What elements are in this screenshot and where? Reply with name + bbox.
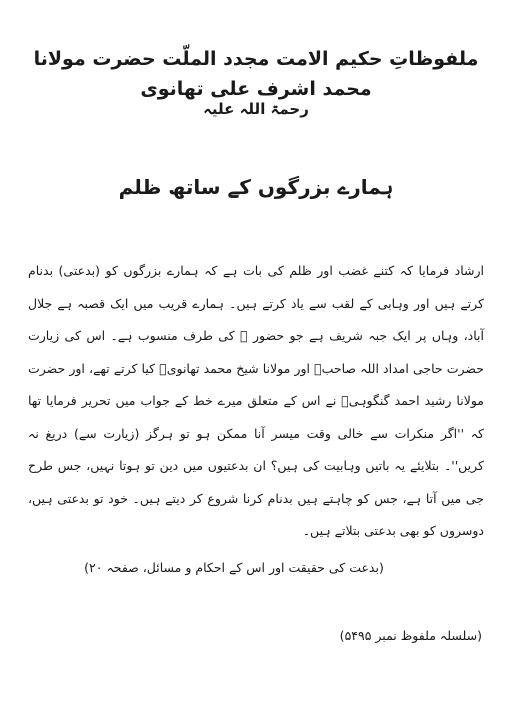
source-reference: (بدعت کی حقیقت اور اس کے احکام و مسائل، صفحہ ۲۰) [84,560,384,575]
document-subtitle: رحمۃ اللہ علیہ [203,100,309,118]
document-title: ملفوظاتِ حکیم الامت مجدد الملّت حضرت مولانا محمد اشرف علی تھانوی [33,48,479,100]
series-number: (سلسلہ ملفوظ نمبر ۵۴۹۵) [339,628,482,643]
body-paragraph: ارشاد فرمایا کہ کتنے غضب اور ظلم کی بات ہے کہ ہمارے بزرگوں کو (بدعتی) بدنام کرتے ہیں اور وہابی کے لقب سے یاد کرتے ہیں۔ ہمارے قریب میں ایک قصبہ ہے جلال آباد، وہاں پر ایک جبہ شریف ہے جو حضور ﷺ کی طرف منسوب ہے۔ اس کی زیارت حضرت حاجی امداد اللہ صاحبؒ اور مولانا شیخ محمد تھانویؒ کیا کرتے تھے، اور حضرت مولانا رشید احمد گنگوہیؒ نے اس کے متعلق میرے خط کے جواب میں تحریر فرمایا تھا کہ ''اگر منکرات سے خالی وقت میسر آنا ممکن ہو تو ہرگز (زیارت سے) دریغ نہ کریں''۔ بتلایئے یہ باتیں وہابیت کی ہیں؟ ان بدعتیوں میں دین تو ہوتا نہیں، جس طرح جی میں آتا ہے، جس کو چاہتے ہیں بدنام کرنا شروع کر دیتے ہیں۔ خود تو بدعتی ہیں، دوسروں کو بھی بدعتی بتلاتے ہیں۔ [28,263,484,538]
section-heading: ہمارے بزرگوں کے ساتھ ظلم [118,175,394,199]
